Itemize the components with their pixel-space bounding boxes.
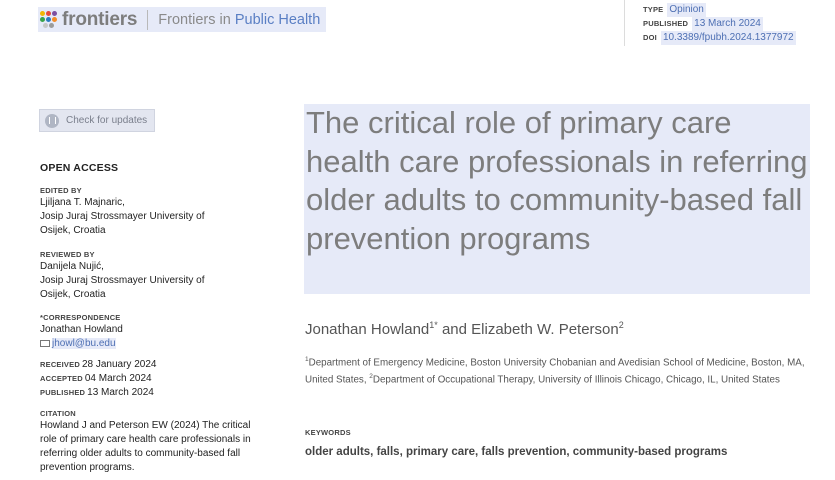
accepted-value: 04 March 2024	[84, 373, 152, 384]
reviewer-affiliation: Josip Juraj Strossmayer University of Osijek, Croatia	[40, 275, 205, 300]
affiliation-marker: 1	[305, 356, 309, 363]
author-name[interactable]: Elizabeth W. Peterson	[471, 321, 619, 338]
author-superscript: 2	[618, 320, 624, 330]
sidebar-published-value: 13 March 2024	[87, 387, 154, 398]
reviewer-name: Danijela Nujić,	[40, 261, 104, 272]
type-value: Opinion	[669, 4, 704, 15]
edited-by	[40, 185, 275, 238]
mail-icon	[40, 340, 50, 347]
received-value: 28 January 2024	[81, 359, 157, 370]
correspondence	[40, 312, 275, 351]
affiliation-text: Department of Occupational Therapy, University of Illinois Chicago, Chicago, IL, United States	[372, 374, 780, 386]
author-list	[305, 320, 624, 338]
affiliation-marker: 2	[369, 372, 373, 380]
accepted-label: ACCEPTED	[40, 374, 83, 383]
correspondence-name: Jonathan Howland	[40, 324, 123, 335]
author-name[interactable]: Jonathan Howland	[305, 321, 430, 338]
logo-divider	[147, 10, 148, 30]
doi-link[interactable]: 10.3389/fpubh.2024.1377972	[662, 32, 794, 43]
meta-divider	[624, 0, 625, 46]
article-title: The critical role of primary care health care professionals in referring older adults to community-based fall prevention programs	[304, 104, 810, 294]
correspondence-email[interactable]: jhowl@bu.edu	[52, 338, 116, 349]
journal-prefix: Frontiers in	[158, 11, 235, 28]
logo-text: frontiers	[62, 8, 138, 30]
author-superscript: 1*	[429, 320, 438, 330]
open-access-label: OPEN ACCESS	[40, 162, 119, 174]
frontiers-logo-icon	[40, 11, 58, 29]
journal-name	[158, 12, 320, 28]
affiliations	[305, 353, 815, 387]
citation	[40, 408, 275, 475]
reviewed-by	[40, 249, 275, 302]
affiliation-text: Department of Emergency Medicine, Boston University Chobanian and Avedisian School of Medicine, Boston, MA, United States,	[305, 357, 805, 386]
keywords-label: KEYWORDS	[305, 428, 351, 437]
reviewed-by-label: REVIEWED BY	[40, 250, 95, 259]
bookmark-icon	[45, 114, 59, 128]
citation-text: Howland J and Peterson EW (2024) The critical role of primary care health care professionals in referring older adults to community-based fall prevention programs.	[40, 420, 251, 473]
article-meta	[643, 3, 796, 45]
published-label: PUBLISHED	[643, 19, 689, 28]
journal-logo[interactable]	[38, 7, 326, 32]
journal-title: Public Health	[234, 11, 321, 28]
citation-label: CITATION	[40, 409, 76, 418]
received-label: RECEIVED	[40, 360, 80, 369]
sidebar-published-label: PUBLISHED	[40, 388, 86, 397]
check-updates-label: Check for updates	[66, 115, 148, 126]
keywords: older adults, falls, primary care, falls prevention, community-based programs	[305, 446, 728, 458]
doi-label: DOI	[643, 33, 657, 42]
editor-affiliation: Josip Juraj Strossmayer University of Osijek, Croatia	[40, 211, 205, 236]
correspondence-label: *CORRESPONDENCE	[40, 313, 121, 322]
check-updates-button[interactable]	[39, 109, 155, 132]
article-dates	[40, 358, 275, 400]
edited-by-label: EDITED BY	[40, 186, 82, 195]
type-label: TYPE	[643, 5, 664, 14]
published-value: 13 March 2024	[694, 18, 761, 29]
editor-name: Ljiljana T. Majnaric,	[40, 197, 125, 208]
author-conjunction: and	[437, 321, 472, 338]
